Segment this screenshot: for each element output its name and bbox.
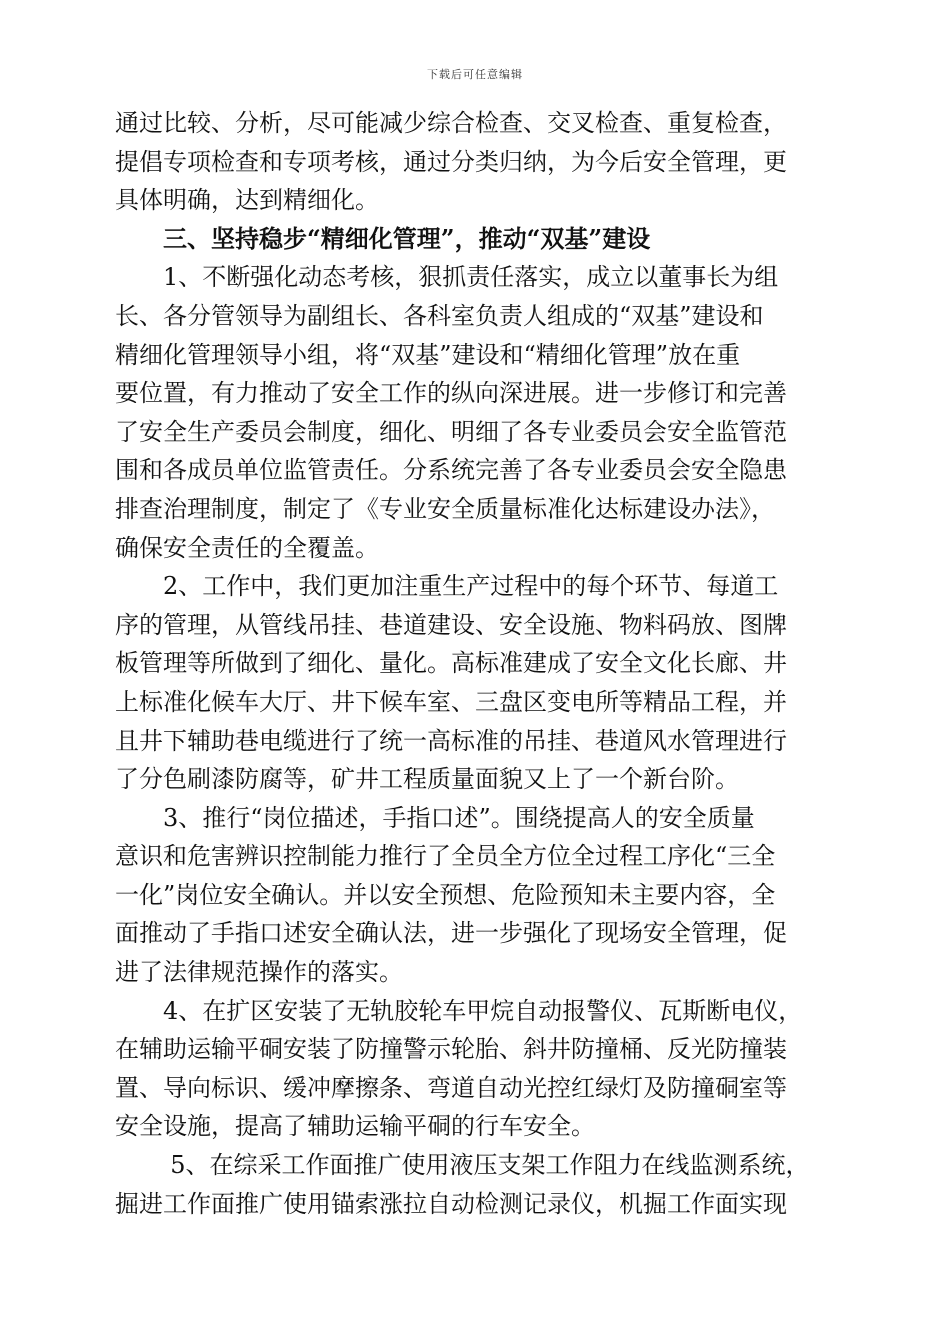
- text-line: 板管理等所做到了细化、量化。高标准建成了安全文化长廊、井: [115, 649, 787, 678]
- document-body: [115, 104, 835, 1223]
- text-line: 排查治理制度，制定了《专业安全质量标准化达标建设办法》，: [115, 494, 775, 523]
- text-line: 在辅助运输平硐安装了防撞警示轮胎、斜井防撞桶、反光防撞装: [115, 1035, 787, 1064]
- text-line: 面推动了手指口述安全确认法，进一步强化了现场安全管理，促: [115, 919, 787, 948]
- text-line: 4、在扩区安装了无轨胶轮车甲烷自动报警仪、瓦斯断电仪，: [163, 996, 803, 1025]
- text-line: 具体明确，达到精细化。: [115, 186, 379, 215]
- section-heading: 三、坚持稳步“精细化管理”，推动“双基”建设: [163, 223, 651, 253]
- text-line: 3、推行“岗位描述，手指口述”。围绕提高人的安全质量: [163, 803, 755, 832]
- page-header: 下载后可任意编辑: [427, 68, 523, 81]
- text-line: 序的管理，从管线吊挂、巷道建设、安全设施、物料码放、图牌: [115, 610, 787, 639]
- text-line: 进了法律规范操作的落实。: [115, 958, 403, 987]
- text-line: 安全设施，提高了辅助运输平硐的行车安全。: [115, 1112, 595, 1141]
- text-line: 了安全生产委员会制度，细化、明细了各专业委员会安全监管范: [115, 417, 787, 446]
- text-line: 置、导向标识、缓冲摩擦条、弯道自动光控红绿灯及防撞硐室等: [115, 1073, 787, 1102]
- text-line: 提倡专项检查和专项考核，通过分类归纳，为今后安全管理，更: [115, 147, 787, 176]
- text-line: 且井下辅助巷电缆进行了统一高标准的吊挂、巷道风水管理进行: [115, 726, 787, 755]
- text-line: 长、各分管领导为副组长、各科室负责人组成的“双基”建设和: [115, 301, 764, 330]
- text-line: 精细化管理领导小组，将“双基”建设和“精细化管理”放在重: [115, 340, 741, 369]
- text-line: 一化”岗位安全确认。并以安全预想、危险预知未主要内容，全: [115, 880, 776, 909]
- text-line: 2、工作中，我们更加注重生产过程中的每个环节、每道工: [163, 572, 779, 601]
- text-line: 上标准化候车大厅、井下候车室、三盘区变电所等精品工程，并: [115, 687, 787, 716]
- text-line: 意识和危害辨识控制能力推行了全员全方位全过程工序化“三全: [115, 842, 776, 871]
- text-line: 通过比较、分析，尽可能减少综合检查、交叉检查、重复检查，: [115, 109, 787, 137]
- text-line: 确保安全责任的全覆盖。: [115, 533, 379, 562]
- text-line: 5、在综采工作面推广使用液压支架工作阻力在线监测系统，: [170, 1151, 810, 1180]
- text-line: 掘进工作面推广使用锚索涨拉自动检测记录仪，机掘工作面实现: [115, 1189, 787, 1218]
- text-line: 要位置，有力推动了安全工作的纵向深进展。进一步修订和完善: [115, 379, 787, 408]
- text-line: 围和各成员单位监管责任。分系统完善了各专业委员会安全隐患: [115, 456, 787, 485]
- text-line: 了分色刷漆防腐等，矿井工程质量面貌又上了一个新台阶。: [115, 765, 739, 794]
- text-line: 1、不断强化动态考核，狠抓责任落实，成立以董事长为组: [163, 263, 779, 292]
